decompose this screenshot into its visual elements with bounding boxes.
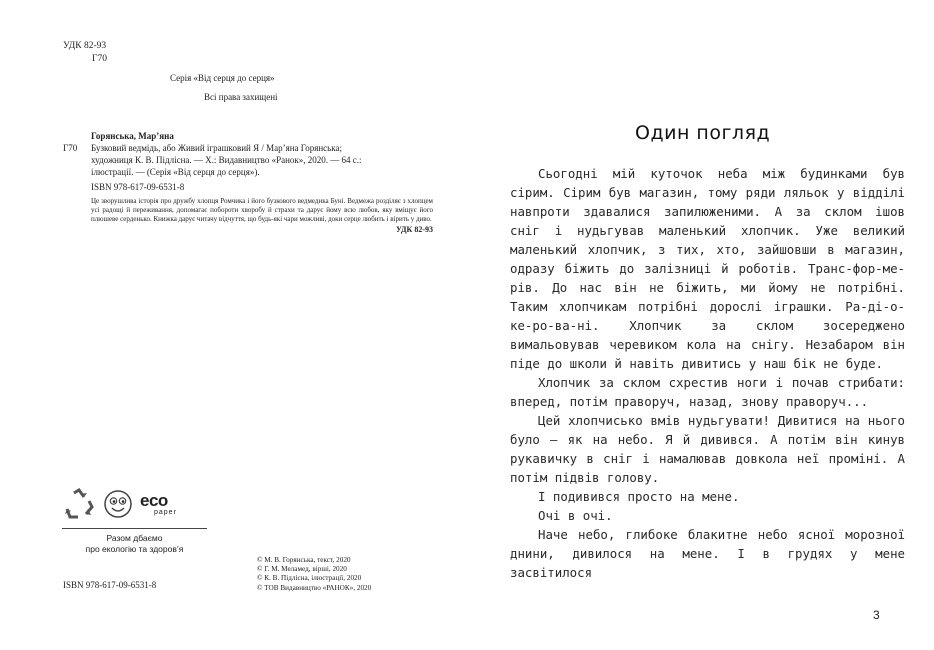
series-line: Серія «Від серця до серця» [170,73,275,83]
page-number: 3 [873,608,880,622]
catalog-annotation: Це зворушлива історія про дружбу хлопця Ромчика і його бузкового ведмедика Буні. Ведмежа розділяє з хлопцем усі радощі й переживання, допомагає побороти хворобу й страхи та дарує йому всю любов, яку вміщує його плюшеве серденько. Книжка дарує читачу відчуття, що будь-які чари можливі, доки серце любить і вірить у диво. [91,197,433,223]
paragraph: Сьогодні мій куточок неба між будинками був сірим. Сірим був магазин, тому ряди ляльок у відділі навпроти здавалися запилюженими. А за склом ішов сніг і нудьгував маленький хлопчик. Уже великий маленький хлопчик, з тих, хто, зайшовши в магазин, одразу біжить до залізниці й роботів. Транс-фор-ме-рів. До нас він не біжить, ми йому не потрібні. Таким хлопчикам потрібні дорослі іграшки. Ра-ді-о-ке-ро-ва-ні. Хлопчик за склом зосереджено вимальовував черевиком кола на снігу. Незабаром він піде до школи й навіть дивитись у наш бік не буде. [510,166,905,371]
eco-sub: paper [154,508,177,516]
story-text [510,164,905,582]
chapter-title: Один погляд [635,122,771,144]
catalog-line-1: Бузковий ведмідь, або Живий іграшковий Я / Мар’яна Горянська; [91,143,342,153]
copyright-block [257,556,371,593]
paragraph: Наче небо, глибоке блакитне небо ясної морозної днини, дивилося на мене. І в грудях у мене засвітилося [510,527,905,580]
paragraph: І подивився просто на мене. [538,489,740,504]
story-page [467,0,934,650]
udk-code: УДК 82-93 [63,41,107,51]
catalog-author: Горянська, Мар’яна [91,131,174,141]
copyright-line: © М. В. Горянська, текст, 2020 [257,556,351,564]
copyright-line: © ТОВ Видавництво «РАНОК», 2020 [257,583,372,592]
eco-badge [62,486,212,555]
eco-word: eco [140,490,168,510]
eco-caption [62,533,207,555]
eco-paper-logo [140,490,177,516]
paragraph: Очі в очі. [538,508,613,523]
bbk-code: Г70 [92,54,107,64]
copyright-line: © К. В. Підлісна, ілюстрації, 2020 [257,574,362,583]
copyright-line: © Г. М. Меламед, вірші, 2020 [257,565,347,574]
catalog-title-row [63,142,433,154]
catalog-code: Г70 [63,143,78,153]
rights-line: Всі права захищені [204,92,278,102]
catalog-line-2: художниця К. В. Підлісна. — Х.: Видавництво «Ранок», 2020. — 64 с.: [91,155,362,165]
smiley-icon [102,488,134,520]
eco-caption-line-1: Разом дбаємо [106,533,163,543]
eco-caption-line-2: про екологію та здоров’я [85,544,184,554]
recycle-icon [62,487,96,521]
paragraph: Цей хлопчисько вмів нудьгувати! Дивитися на нього було — як на небо. Я й дивився. А потім він кинув рукавичку в сніг і намалював довкола неї проміні. А потім підвів голову. [510,413,905,485]
eco-divider [62,528,207,529]
catalog-line-3: ілюстрації. — (Серія «Від серця до серця»). [91,167,260,177]
paragraph: Хлопчик за склом схрестив ноги і почав стрибати: вперед, потім праворуч, назад, знову праворуч... [510,375,905,409]
catalog-record [63,130,433,236]
catalog-isbn: ISBN 978-617-09-6531-8 [91,182,185,192]
isbn-footer: ISBN 978-617-09-6531-8 [63,580,157,590]
catalog-udk: УДК 82-93 [395,225,433,235]
